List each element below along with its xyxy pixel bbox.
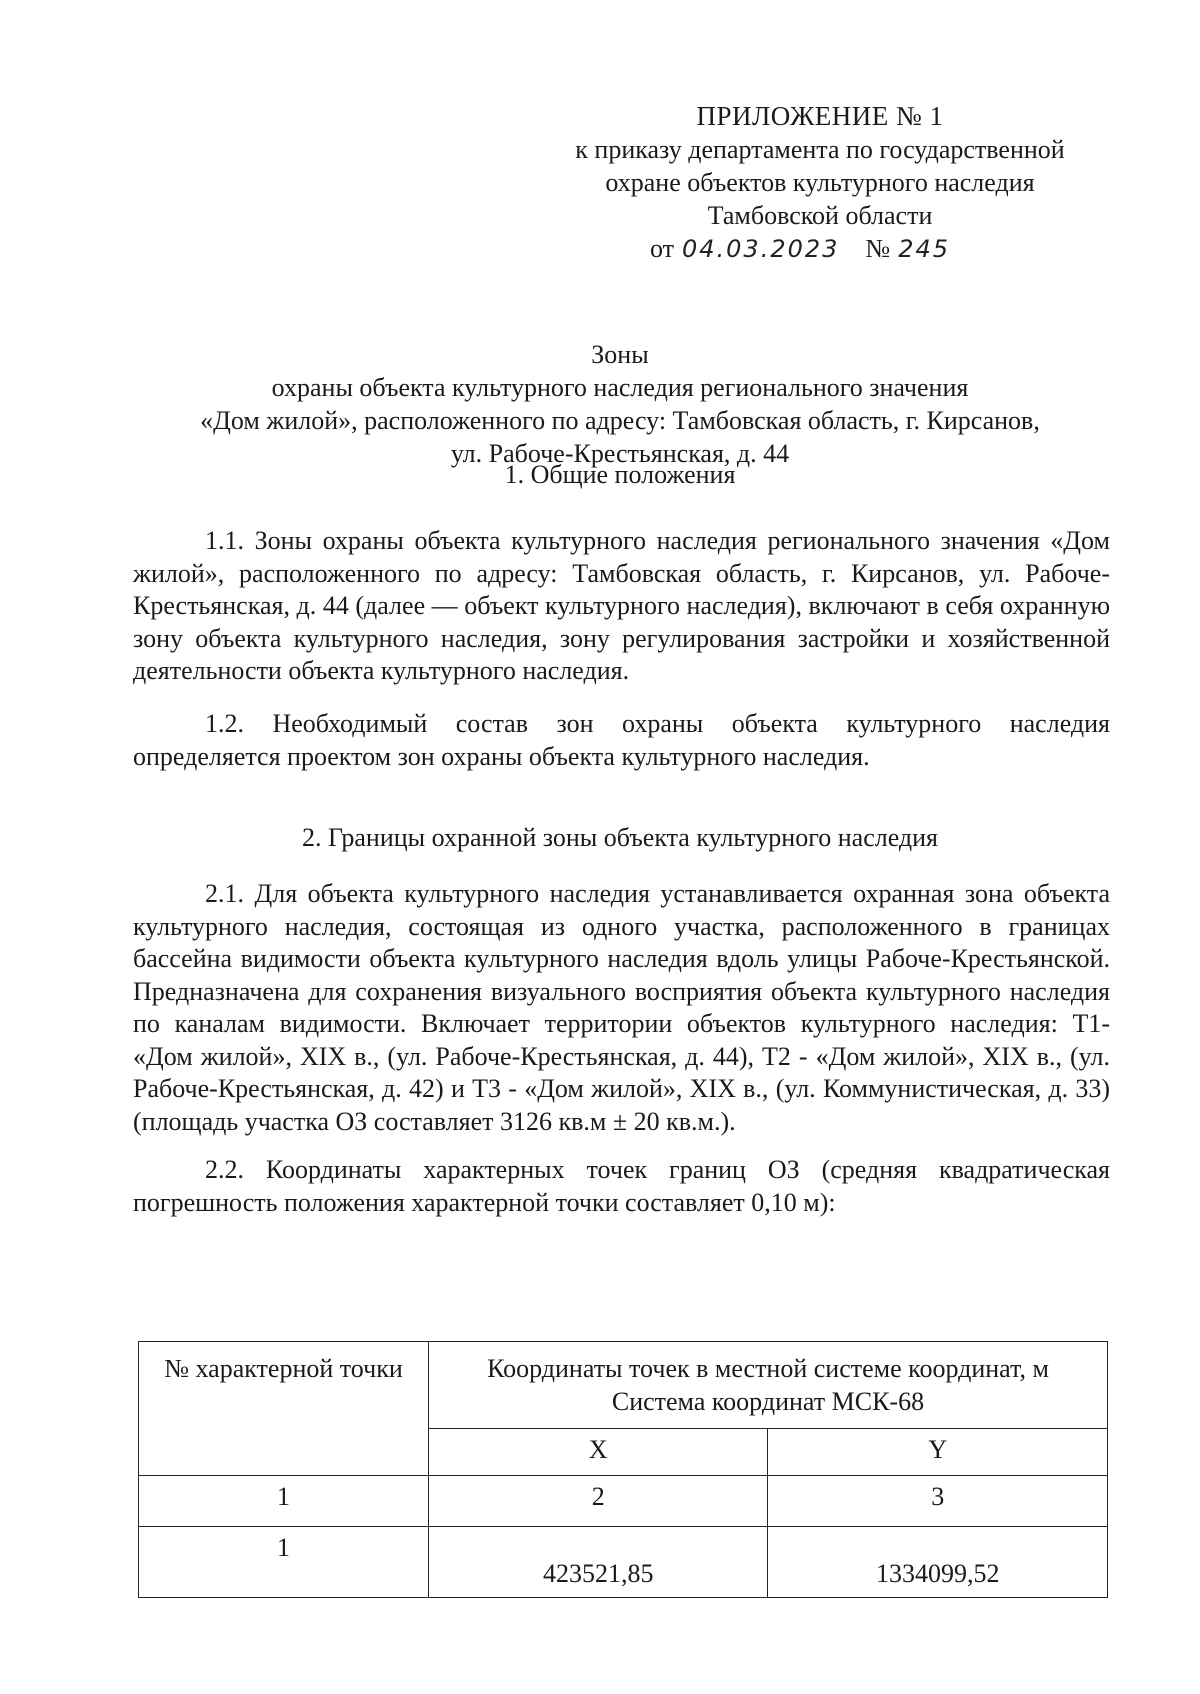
appendix-line-3: Тамбовской области bbox=[707, 201, 933, 230]
paragraph-2-2: 2.2. Координаты характерных точек границ ОЗ (средняя квадратическая погрешность положения характерной точки составляет 0,10 м): bbox=[133, 1155, 1110, 1217]
paragraph-2-1: 2.1. Для объекта культурного наследия устанавливается охранная зона объекта культурного наследия, состоящая из одного участка, расположенного в границах бассейна видимости объекта культурного наследия вдоль улицы Рабоче-Крестьянской. Предназначена для сохранения визуального восприятия объекта культурного наследия по каналам видимости. Включает территории объектов культурного наследия: Т1- «Дом жилой», XIX в., (ул. Рабоче-Крестьянская, д. 44), Т2 - «Дом жилой», XIX в., (ул. Рабоче-Крестьянская, д. 42) и Т3 - «Дом жилой», XIX в., (ул. Коммунистическая, д. 33) (площадь участка ОЗ составляет 3126 кв.м ± 20 кв.м.). bbox=[133, 879, 1110, 1136]
column-number-3: 3 bbox=[768, 1476, 1108, 1527]
point-number-cell: 1 bbox=[139, 1527, 429, 1598]
appendix-header bbox=[540, 100, 1100, 266]
handwritten-number: 245 bbox=[898, 235, 951, 263]
title-line-1: Зоны bbox=[591, 340, 649, 369]
coordinates-header-line-2: Система координат МСК-68 bbox=[611, 1387, 925, 1416]
title-line-2: охраны объекта культурного наследия регионального значения bbox=[271, 373, 969, 402]
y-coordinate-cell: 1334099,52 bbox=[768, 1527, 1108, 1598]
handwritten-date: 04.03.2023 bbox=[681, 235, 840, 263]
column-number-2: 2 bbox=[428, 1476, 767, 1527]
x-header: X bbox=[428, 1429, 767, 1476]
coordinates-header bbox=[428, 1342, 1107, 1429]
appendix-title: ПРИЛОЖЕНИЕ № 1 bbox=[696, 101, 944, 131]
appendix-line-1: к приказу департамента по государственной bbox=[575, 135, 1065, 164]
order-date-line bbox=[500, 232, 1100, 266]
y-header: Y bbox=[768, 1429, 1108, 1476]
paragraph-1-1: 1.1. Зоны охраны объекта культурного наследия регионального значения «Дом жилой», расположенного по адресу: Тамбовская область, г. Кирсанов, ул. Рабоче-Крестьянская, д. 44 (далее — объект культурного наследия), включают в себя охранную зону объекта культурного наследия, зону регулирования застройки и хозяйственной деятельности объекта культурного наследия. bbox=[133, 526, 1110, 685]
document-title bbox=[130, 338, 1110, 470]
title-line-3: «Дом жилой», расположенного по адресу: Тамбовская область, г. Кирсанов, bbox=[200, 406, 1040, 435]
table-row bbox=[139, 1527, 1108, 1598]
number-prefix: № bbox=[865, 234, 891, 263]
paragraph-1-2: 1.2. Необходимый состав зон охраны объекта культурного наследия определяется проектом зон охраны объекта культурного наследия. bbox=[133, 709, 1110, 771]
point-number-header: № характерной точки bbox=[139, 1342, 429, 1476]
coordinates-table bbox=[138, 1341, 1108, 1598]
date-prefix: от bbox=[649, 234, 674, 263]
section-1-heading: 1. Общие положения bbox=[504, 460, 736, 489]
column-number-1: 1 bbox=[139, 1476, 429, 1527]
coordinates-header-line-1: Координаты точек в местной системе координат, м bbox=[487, 1354, 1049, 1383]
x-coordinate-cell: 423521,85 bbox=[428, 1527, 767, 1598]
title-line-4: ул. Рабоче-Крестьянская, д. 44 bbox=[450, 439, 790, 468]
appendix-line-2: охране объектов культурного наследия bbox=[605, 168, 1035, 197]
column-number-row bbox=[139, 1476, 1108, 1527]
section-2-heading: 2. Границы охранной зоны объекта культурного наследия bbox=[301, 823, 939, 852]
